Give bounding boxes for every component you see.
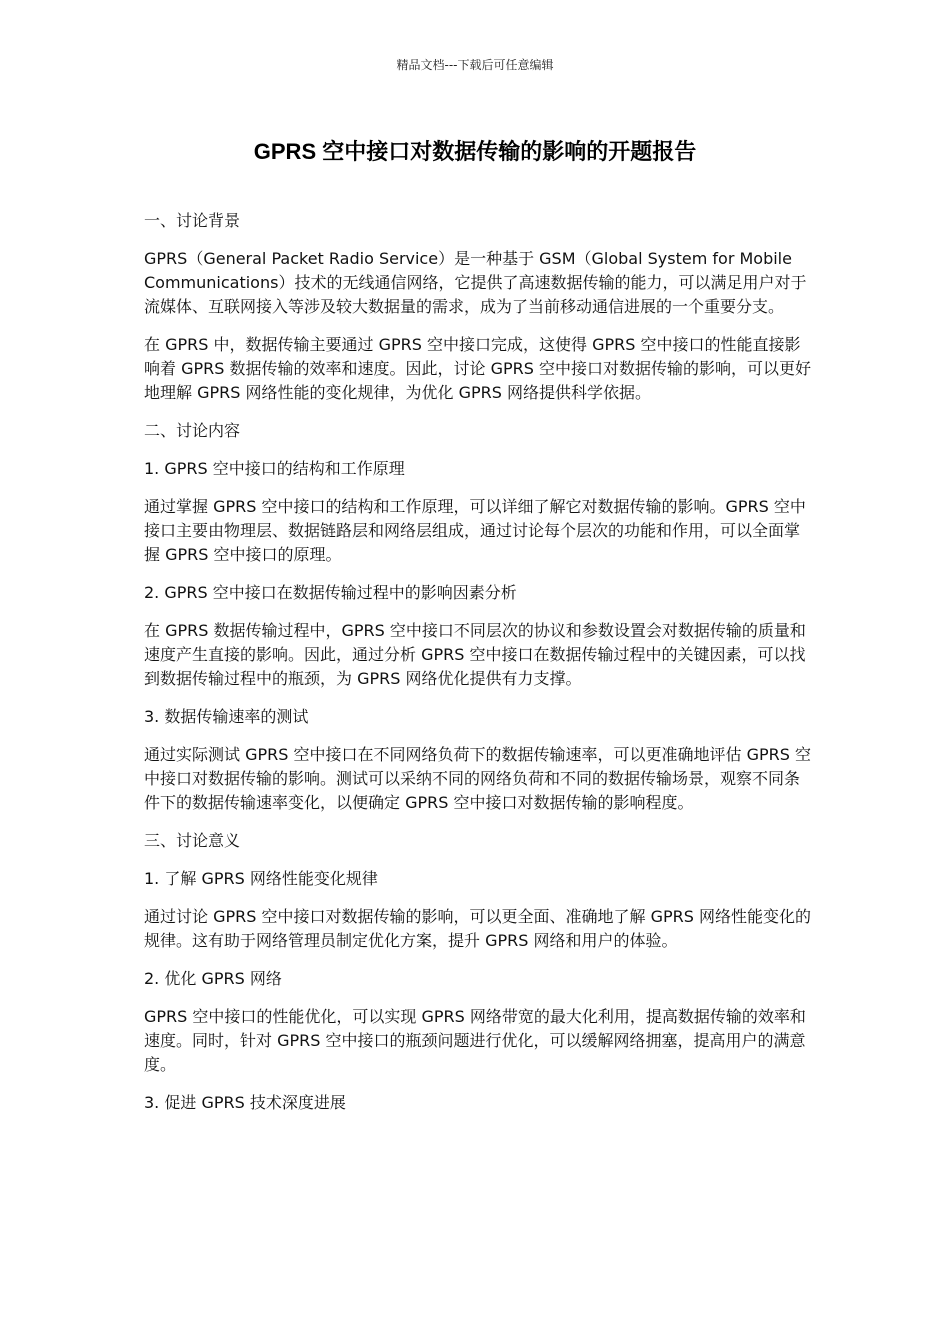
- paragraph: 在 GPRS 数据传输过程中，GPRS 空中接口不同层次的协议和参数设置会对数据传输的质量和速度产生直接的影响。因此，通过分析 GPRS 空中接口在数据传输过程中的关键因素，可以找到数据传输过程中的瓶颈，为 GPRS 网络优化提供有力支撑。: [144, 621, 806, 688]
- document-title: GPRS 空中接口对数据传输的影响的开题报告: [253, 139, 697, 164]
- paragraph: 在 GPRS 中，数据传输主要通过 GPRS 空中接口完成，这使得 GPRS 空中接口的性能直接影响着 GPRS 数据传输的效率和速度。因此，讨论 GPRS 空中接口对数据传输的影响，可以更好地理解 GPRS 网络性能的变化规律，为优化 GPRS 网络提供科学依据。: [144, 335, 811, 402]
- page-header: 精品文档---下载后可任意编辑: [396, 58, 554, 72]
- section-heading-significance: 三、讨论意义: [144, 831, 241, 850]
- section-heading-content: 二、讨论内容: [144, 421, 241, 440]
- subheading: 3. 数据传输速率的测试: [144, 707, 309, 726]
- subheading: 2. GPRS 空中接口在数据传输过程中的影响因素分析: [144, 583, 517, 602]
- paragraph: GPRS 空中接口的性能优化，可以实现 GPRS 网络带宽的最大化利用，提高数据传输的效率和速度。同时，针对 GPRS 空中接口的瓶颈问题进行优化，可以缓解网络拥塞，提高用户的满意度。: [144, 1007, 806, 1074]
- paragraph: 通过讨论 GPRS 空中接口对数据传输的影响，可以更全面、准确地了解 GPRS 网络性能变化的规律。这有助于网络管理员制定优化方案，提升 GPRS 网络和用户的体验。: [144, 907, 811, 950]
- subheading: 1. GPRS 空中接口的结构和工作原理: [144, 459, 405, 478]
- subheading: 3. 促进 GPRS 技术深度进展: [144, 1093, 346, 1112]
- section-heading-background: 一、讨论背景: [144, 211, 241, 230]
- subheading: 1. 了解 GPRS 网络性能变化规律: [144, 869, 378, 888]
- paragraph: GPRS（General Packet Radio Service）是一种基于 GSM（Global System for Mobile Communications）技术的无线通信网络，它提供了高速数据传输的能力，可以满足用户对于流媒体、互联网接入等涉及较大数据量的需求，成为了当前移动通信进展的一个重要分支。: [144, 249, 807, 316]
- paragraph: 通过实际测试 GPRS 空中接口在不同网络负荷下的数据传输速率，可以更准确地评估 GPRS 空中接口对数据传输的影响。测试可以采纳不同的网络负荷和不同的数据传输场景，观察不同条件下的数据传输速率变化，以便确定 GPRS 空中接口对数据传输的影响程度。: [144, 745, 811, 812]
- subheading: 2. 优化 GPRS 网络: [144, 969, 282, 988]
- paragraph: 通过掌握 GPRS 空中接口的结构和工作原理，可以详细了解它对数据传输的影响。GPRS 空中接口主要由物理层、数据链路层和网络层组成，通过讨论每个层次的功能和作用，可以全面掌握 GPRS 空中接口的原理。: [144, 497, 806, 564]
- document-body: [144, 209, 812, 1129]
